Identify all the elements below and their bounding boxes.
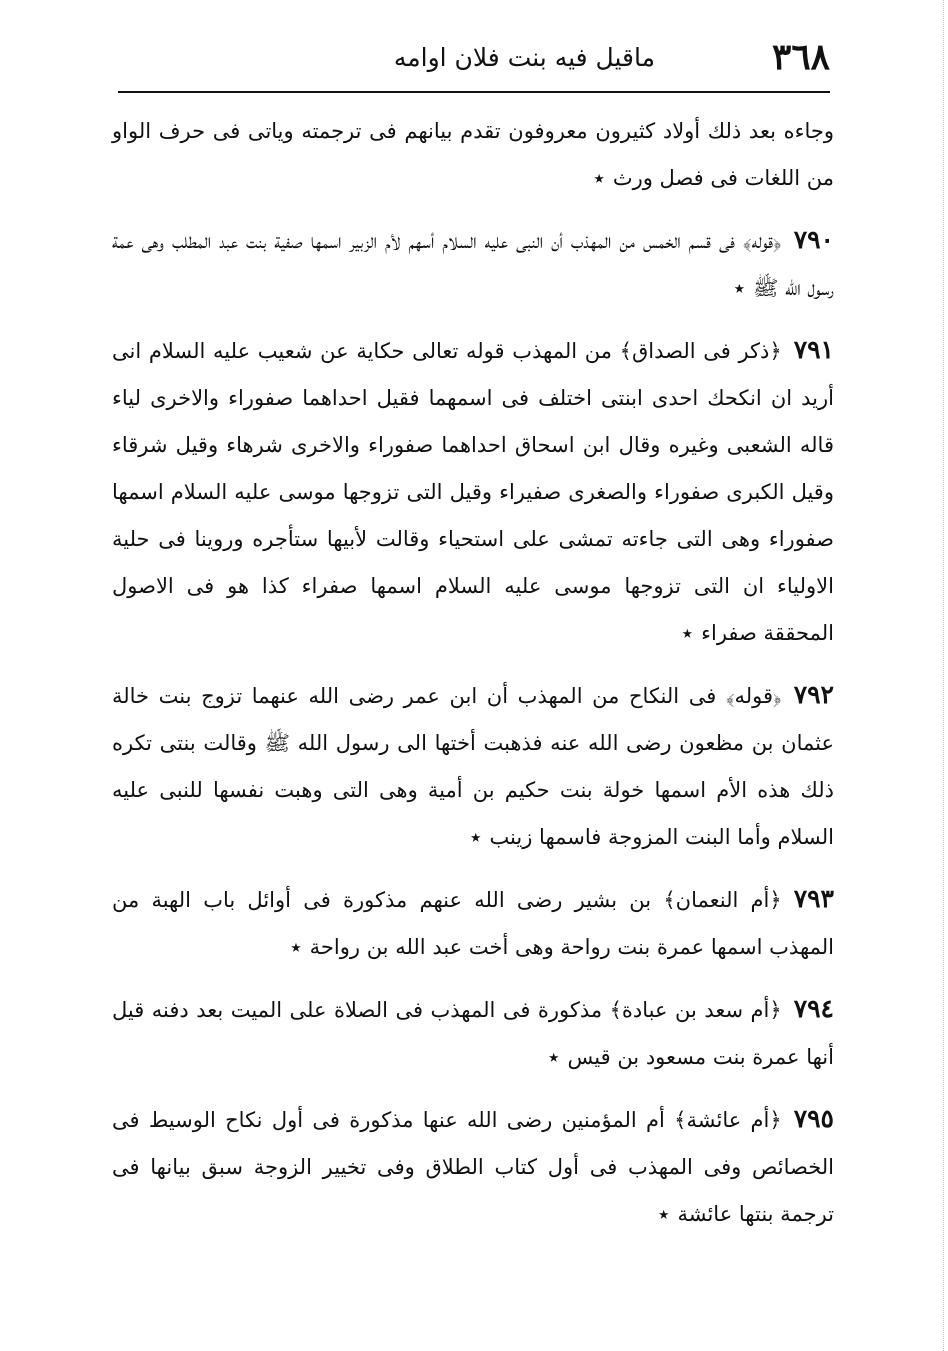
end-mark: ٭ <box>681 621 694 645</box>
entry-number: ٧٩٠ <box>793 225 834 254</box>
page-header <box>118 30 830 88</box>
entry-792 <box>112 671 834 861</box>
entry-number: ٧٩٣ <box>793 884 834 913</box>
entry-number: ٧٩٤ <box>793 994 834 1023</box>
entry-text: ﴿أم عائشة﴾ أم المؤمنين رضى الله عنها مذكورة فى أول نكاح الوسيط فى الخصائص وفى المهذب فى أول كتاب الطلاق وفى تخيير الزوجة سبق بيانها فى ترجمة بنتها عائشة <box>112 1108 834 1226</box>
end-mark: ٭ <box>658 1202 670 1226</box>
page-body <box>112 108 834 1252</box>
entry-791 <box>112 326 834 657</box>
running-title: ماقيل فيه بنت فلان اوامه <box>393 43 655 72</box>
entry-number: ٧٩٢ <box>793 680 834 709</box>
end-mark: ٭ <box>733 276 746 300</box>
entry-795 <box>112 1095 834 1238</box>
header-rule <box>118 91 830 93</box>
entry-793 <box>112 875 834 971</box>
entry-790 <box>112 216 834 312</box>
end-mark: ٭ <box>548 1045 560 1069</box>
entry-text: ﴿أم النعمان﴾ بن بشير رضى الله عنهم مذكورة فى أوائل باب الهبة من المهذب اسمها عمرة بنت رواحة وهى أخت عبد الله بن رواحة <box>112 888 834 959</box>
scan-edge <box>941 0 944 1351</box>
end-mark: ٭ <box>290 935 302 959</box>
entry-text: ﴿قوله﴾ فى النكاح من المهذب أن ابن عمر رضى الله عنهما تزوج بنت خالة عثمان بن مظعون رضى الله عنه فذهبت أختها الى رسول الله ﷺ وقالت بنتى تكره ذلك هذه الأم اسمها خولة بنت حكيم بن أمية وهى التى وهبت نفسها للنبى عليه السلام وأما البنت المزوجة فاسمها زينب <box>112 684 834 849</box>
entry-794 <box>112 985 834 1081</box>
end-mark: ٭ <box>593 166 605 190</box>
entry-number: ٧٩٥ <box>793 1104 834 1133</box>
entry-text: ﴿أم سعد بن عبادة﴾ مذكورة فى المهذب فى الصلاة على الميت بعد دفنه قيل أنها عمرة بنت مسعود بن قيس <box>112 998 834 1069</box>
entry-text: ﴿قوله﴾ فى قسم الخمس من المهذب أن النبى عليه السلام أسهم لأم الزبير اسمها صفية بنت عبد المطلب وهى عمة رسول الله ﷺ <box>112 229 834 300</box>
paragraph-text: وجاءه بعد ذلك أولاد كثيرون معروفون تقدم بيانهم فى ترجمته وياتى فى حرف الواو من اللغات فى فصل ورث <box>112 119 834 190</box>
paragraph-continuation <box>112 108 834 202</box>
end-mark: ٭ <box>469 825 482 849</box>
entry-text: ﴿ذكر فى الصداق﴾ من المهذب قوله تعالى حكاية عن شعيب عليه السلام انى أريد ان انكحك احدى ابنتى اختلف فى اسمهما فقيل احداهما صفوراء والاخرى لياء قاله الشعبى وغيره وقال ابن اسحاق احداهما صفوراء والاخرى شرهاء وقيل شرقاء وقيل الكبرى صفوراء والصغرى صفيراء وقيل التى تزوجها موسى عليه السلام اسمها صفوراء وهى التى جاءته تمشى على استحياء وقالت لأبيها ستأجره وروينا فى حلية الاولياء ان التى تزوجها موسى عليه السلام اسمها صفراء كذا هو فى الاصول المحققة صفراء <box>112 339 834 645</box>
entry-number: ٧٩١ <box>793 335 834 364</box>
page-number: ٣٦٨ <box>771 36 830 78</box>
